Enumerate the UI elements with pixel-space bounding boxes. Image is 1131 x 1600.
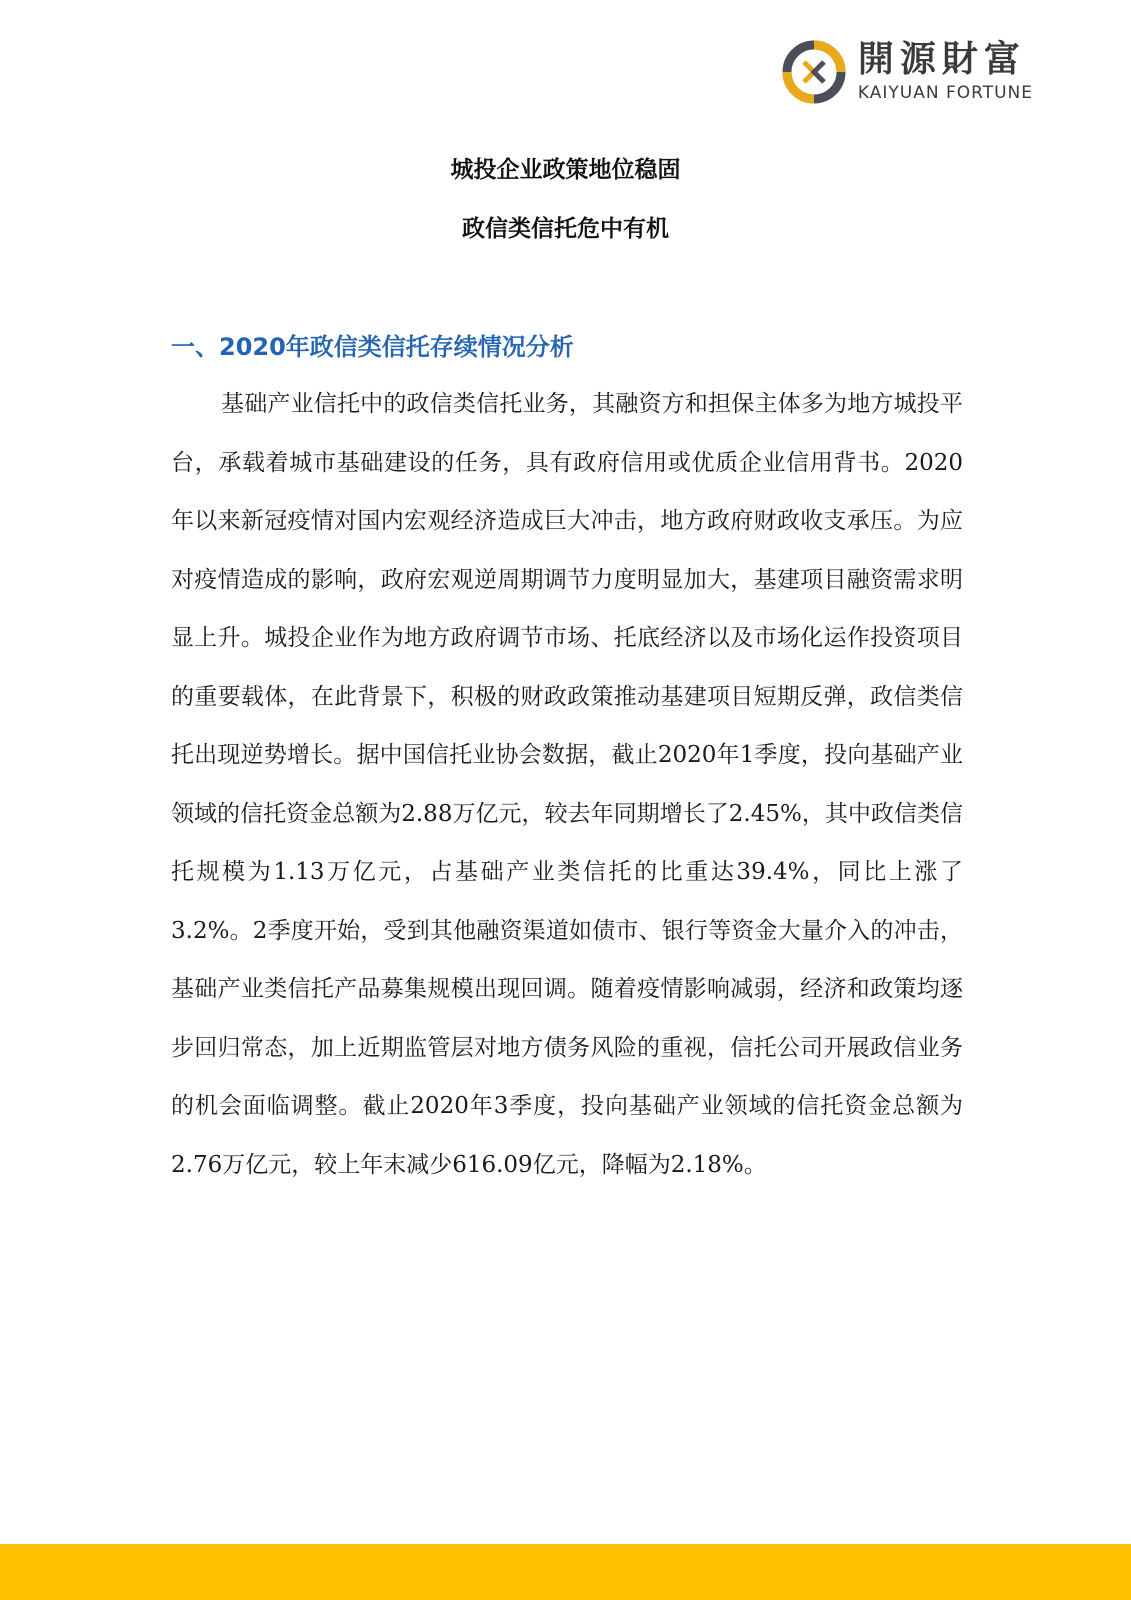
document-title-line-2: 政信类信托危中有机: [462, 216, 669, 242]
body-paragraph: 基础产业信托中的政信类信托业务，其融资方和担保主体多为地方城投平台，承载着城市基础建设的任务，具有政府信用或优质企业信用背书。2020年以来新冠疫情对国内宏观经济造成巨大冲击，地方政府财政收支承压。为应对疫情造成的影响，政府宏观逆周期调节力度明显加大，基建项目融资需求明显上升。城投企业作为地方政府调节市场、托底经济以及市场化运作投资项目的重要载体，在此背景下，积极的财政政策推动基建项目短期反弹，政信类信托出现逆势增长。据中国信托业协会数据，截止2020年1季度，投向基础产业领域的信托资金总额为2.88万亿元，较去年同期增长了2.45%，其中政信类信托规模为1.13万亿元，占基础产业类信托的比重达39.4%，同比上涨了3.2%。2季度开始，受到其他融资渠道如债市、银行等资金大量介入的冲击，基础产业类信托产品募集规模出现回调。随着疫情影响减弱，经济和政策均逐步回归常态，加上近期监管层对地方债务风险的重视，信托公司开展政信业务的机会面临调整。截止2020年3季度，投向基础产业领域的信托资金总额为2.76万亿元，较上年末减少616.09亿元，降幅为2.18%。: [171, 391, 963, 1178]
logo-english-name: KAIYUAN FORTUNE: [857, 83, 1033, 103]
section-heading: 一、2020年政信类信托存续情况分析: [171, 333, 574, 361]
kaiyuan-logo-icon: [782, 40, 846, 104]
document-title-line-1: 城投企业政策地位稳固: [450, 157, 681, 183]
company-logo: [782, 40, 1033, 104]
footer-bar: [0, 1544, 1131, 1600]
logo-chinese-name: 開源財富: [857, 39, 1026, 80]
